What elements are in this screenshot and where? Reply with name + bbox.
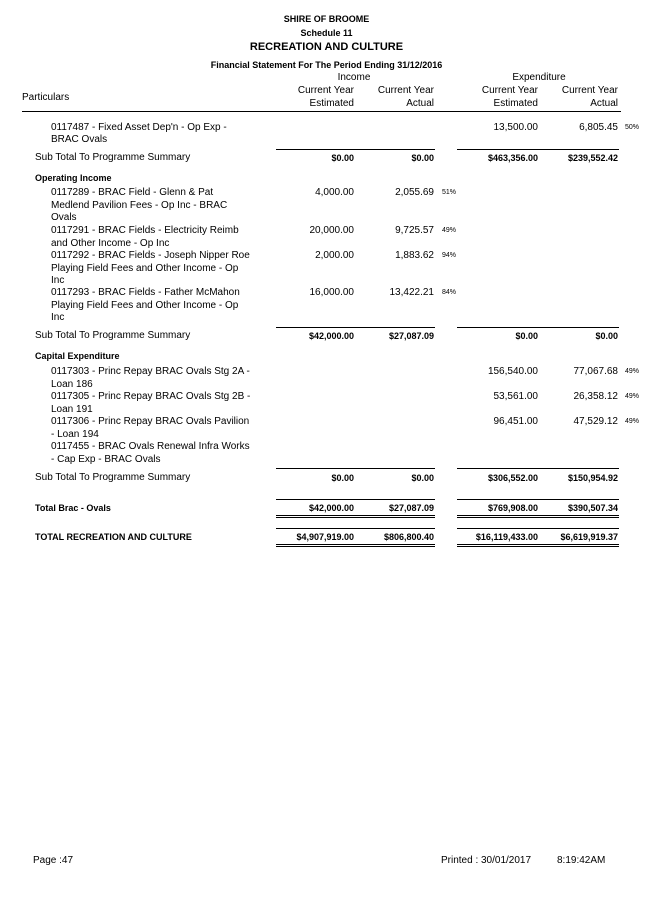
row-0117292-label: 0117292 - BRAC Fields - Joseph Nipper Roe Playing Field Fees and Other Income - Op Inc [51,250,250,286]
sub2-exp-est: $0.00 [515,331,538,341]
row-0117306-exp-pct: 49% [625,418,640,425]
expenditure-group-header: Expenditure [512,72,566,83]
row-0117292-inc-est: 2,000.00 [315,250,354,261]
row-0117303-exp-pct: 49% [625,368,640,375]
inc-est-header-2: Estimated [309,98,354,109]
sub1-inc-act: $0.00 [411,153,434,163]
row-0117303-label: 0117303 - Princ Repay BRAC Ovals Stg 2A - Loan 186 [51,366,250,390]
sub2-inc-act: $27,087.09 [388,331,434,341]
total-brac-rule-expenditure [457,499,619,500]
row-0117305-exp-pct: 49% [625,393,640,400]
row-0117291-inc-pct: 49% [442,227,457,234]
page-title: RECREATION AND CULTURE [249,41,404,53]
inc-act-header-2: Actual [406,98,434,109]
row-0117306-exp-est: 96,451.00 [493,416,538,427]
row-0117305-exp-act: 26,358.12 [573,391,618,402]
total-rc-exp-act: $6,619,919.37 [560,532,618,542]
total-brac-exp-act: $390,507.34 [567,503,618,513]
total-rc-inc-est: $4,907,919.00 [296,532,354,542]
exp-est-header-2: Estimated [493,98,538,109]
row-0117303-exp-act: 77,067.68 [573,366,618,377]
row-0117293-inc-est: 16,000.00 [309,287,354,298]
exp-est-header-1: Current Year [481,85,538,96]
total-brac-inc-est: $42,000.00 [308,503,354,513]
total-rc-label: TOTAL RECREATION AND CULTURE [35,532,192,542]
total-rc-rule-income [276,528,435,529]
row-0117487-label: 0117487 - Fixed Asset Dep'n - Op Exp - BRAC Ovals [51,122,227,145]
total-brac-label: Total Brac - Ovals [35,503,111,513]
inc-act-header-1: Current Year [377,85,434,96]
printed-label: Printed : [441,855,479,866]
sub2-rule-income [276,327,435,328]
row-0117293-inc-act: 13,422.21 [389,287,434,298]
row-0117289-label: 0117289 - BRAC Field - Glenn & Pat Medlend Pavilion Fees - Op Inc - BRAC Ovals [51,187,228,223]
income-group-header: Income [337,72,371,83]
row-0117487-exp-pct: 50% [625,124,640,131]
sub1-rule-income [276,149,435,150]
header-rule [22,111,621,112]
sub2-rule-expenditure [457,327,619,328]
exp-act-header-1: Current Year [561,85,618,96]
total-brac-rule-income [276,499,435,500]
sub2-inc-est: $42,000.00 [308,331,354,341]
total-brac-double-rule-expenditure [457,515,619,518]
sub3-inc-est: $0.00 [331,473,354,483]
total-brac-double-rule-income [276,515,435,518]
row-0117305-label: 0117305 - Princ Repay BRAC Ovals Stg 2B - Loan 191 [51,391,251,415]
row-0117487-exp-act: 6,805.45 [579,122,618,133]
row-0117293-inc-pct: 84% [442,289,457,296]
row-0117303-exp-est: 156,540.00 [487,366,538,377]
row-0117305-exp-est: 53,561.00 [493,391,538,402]
row-0117306-exp-act: 47,529.12 [573,416,618,427]
sub3-rule-income [276,468,435,469]
total-rc-double-rule-expenditure [457,544,619,547]
total-rc-inc-act: $806,800.40 [383,532,434,542]
printed-time: 8:19:42AM [557,855,606,866]
row-0117292-inc-pct: 94% [442,252,457,259]
operating-income-heading: Operating Income [35,173,112,183]
row-0117292-inc-act: 1,883.62 [395,250,434,261]
row-0117291-inc-est: 20,000.00 [309,225,354,236]
row-0117455-label: 0117455 - BRAC Ovals Renewal Infra Works - Cap Exp - BRAC Ovals [51,441,250,465]
printed-date: 30/01/2017 [481,855,532,866]
sub1-exp-act: $239,552.42 [567,153,618,163]
particulars-header: Particulars [22,92,70,103]
total-brac-inc-act: $27,087.09 [388,503,434,513]
sub3-rule-expenditure [457,468,619,469]
total-rc-rule-expenditure [457,528,619,529]
sub1-label: Sub Total To Programme Summary [35,152,191,163]
row-0117306-label: 0117306 - Princ Repay BRAC Ovals Pavilion - Loan 194 [51,416,250,440]
sub3-exp-act: $150,954.92 [567,473,618,483]
total-rc-exp-est: $16,119,433.00 [475,532,538,542]
sub2-exp-act: $0.00 [595,331,618,341]
row-0117289-inc-pct: 51% [442,189,457,196]
sub3-exp-est: $306,552.00 [487,473,538,483]
row-0117291-inc-act: 9,725.57 [395,225,434,236]
capital-expenditure-heading: Capital Expenditure [35,351,120,361]
page-number: Page :47 [33,855,74,866]
sub2-label: Sub Total To Programme Summary [35,330,191,341]
org-name: SHIRE OF BROOME [283,14,370,24]
total-rc-double-rule-income [276,544,435,547]
sub1-rule-expenditure [457,149,619,150]
row-0117291-label: 0117291 - BRAC Fields - Electricity Reimb and Other Income - Op Inc [51,225,239,249]
sub3-inc-act: $0.00 [411,473,434,483]
row-0117293-label: 0117293 - BRAC Fields - Father McMahon Playing Field Fees and Other Income - Op Inc [51,287,240,323]
sub1-inc-est: $0.00 [331,153,354,163]
schedule-label: Schedule 11 [300,28,353,38]
total-brac-exp-est: $769,908.00 [487,503,538,513]
period-label: Financial Statement For The Period Ending 31/12/2016 [210,60,443,70]
exp-act-header-2: Actual [590,98,618,109]
inc-est-header-1: Current Year [297,85,354,96]
row-0117487-exp-est: 13,500.00 [493,122,538,133]
sub1-exp-est: $463,356.00 [487,153,538,163]
row-0117289-inc-act: 2,055.69 [395,187,434,198]
row-0117289-inc-est: 4,000.00 [315,187,354,198]
sub3-label: Sub Total To Programme Summary [35,472,191,483]
